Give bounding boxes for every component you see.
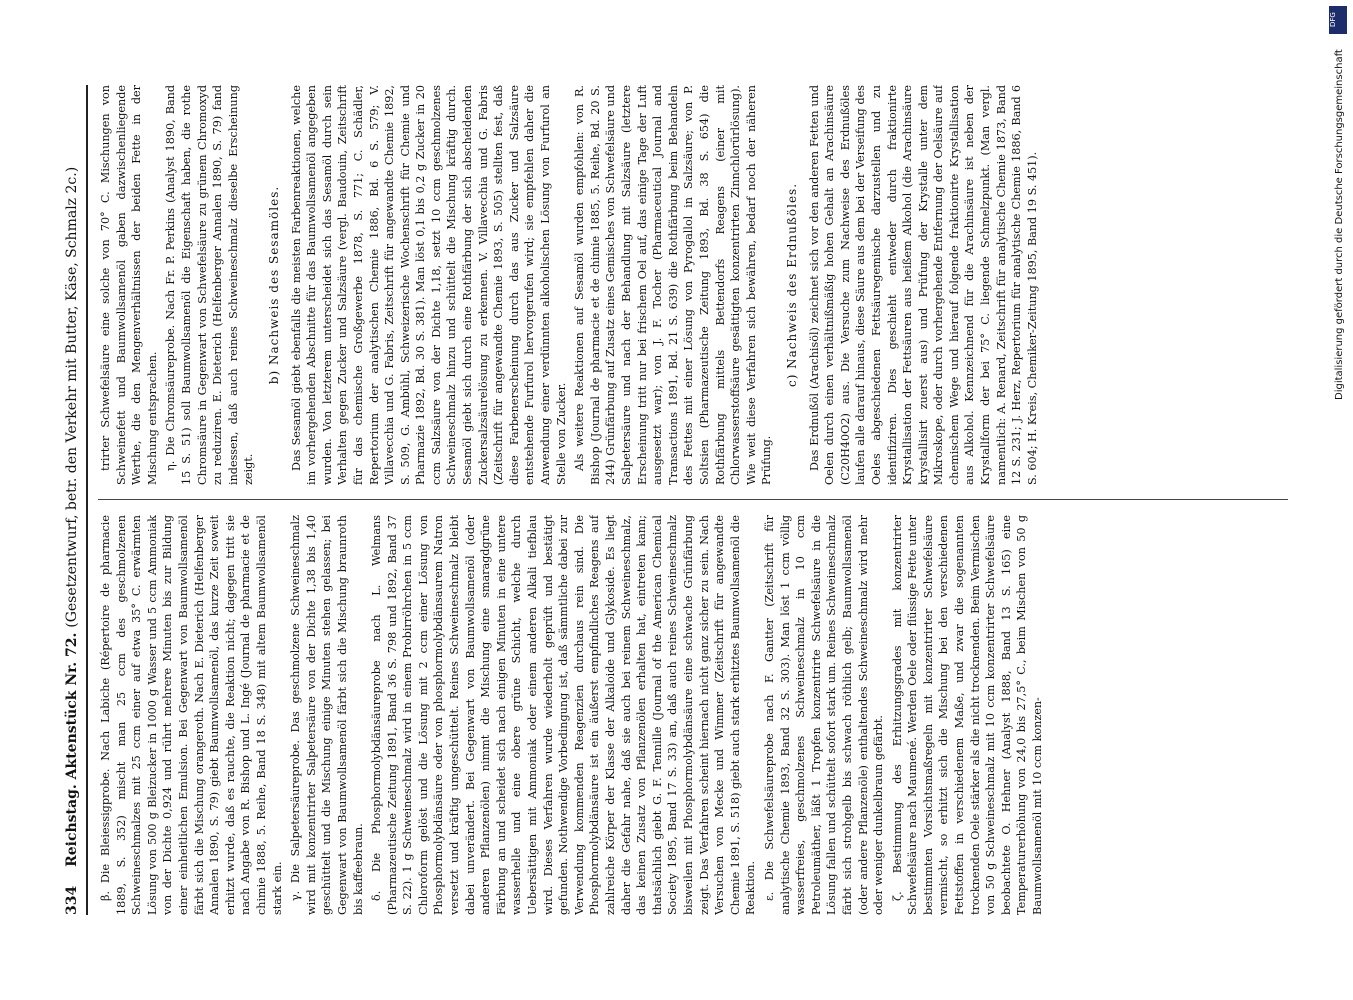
page-number: 334 — [63, 885, 80, 915]
rotated-page — [42, 45, 1312, 955]
paragraph-nitric-acid-test: γ. Die Salpetersäureprobe. Das geschmolzene Schweineschmalz wird mit konzentrirter Salpetersäure von der Dichte 1,38 bis 1,40 geschüttelt und die Mischung einige Minuten stehen gelassen; bei Gegenwart von Baumwollsamenöl färbt sich die Mischung braunroth bis kaffeebraun. — [288, 515, 364, 915]
paragraph-phosphomolybdic-test: δ. Die Phosphormolybdänsäureprobe nach L. Welmans (Pharmazeutische Zeitung 1891, Band 36 S. 798 und 1892, Band 37 S. 22). 1 g Schweineschmalz wird in einem Probirröhrchen in 5 ccm Chloroform gelöst und die Lösung mit 2 ccm einer Lösung von Phosphormolybdänsäure oder von phosphormolybdänsaurem Natron versetzt und kräftig umgeschüttelt. Reines Schweineschmalz bleibt dabei unverändert. Bei Gegenwart von Baumwollsamenöl (oder anderen Pflanzenölen) nimmt die Mischung eine smaragdgrüne Färbung an und scheidet sich nach einigen Minuten in eine untere wasserhelle und eine obere grüne Schicht, welche durch Uebersättigen mit Ammoniak oder einem anderen Alkali tiefblau wird. Dieses Verfahren wurde wiederholt geprüft und bestätigt gefunden. Nothwendige Vorbedingung ist, daß sämmtliche dabei zur Verwendung kommenden Reagenzien durchaus rein sind. Die Phosphormolybdänsäure ist ein äußerst empfindliches Reagens auf zahlreiche Körper der Klasse der Alkaloide und Glykoside. Es liegt daher die Gefahr nahe, daß sie auch bei reinem Schweineschmalz, das keinen Zusatz von Pflanzenölen erhalten hat, eintreten kann; thatsächlich giebt G. F. Tennille (Journal of the American Chemical Society 1895, Band 17 S. 33) an, daß auch reines Schweineschmalz bisweilen mit Phosphormolybdänsäure eine schwache Grünfärbung zeigt. Das Verfahren scheint hiernach nicht ganz sicher zu sein. Nach Versuchen von Mecke und Wimmer (Zeitschrift für angewandte Chemie 1891, S. 518) giebt auch stark erhitztes Baumwollsamenöl die Reaktion. — [369, 515, 757, 915]
dfg-logo: DFG — [1329, 6, 1347, 34]
paragraph-peanut: Das Erdnußöl (Arachisöl) zeichnet sich vor den anderen Fetten und Oelen durch einen verhältnißmäßig hohen Gehalt an Arachinsäure (C20H40O2) aus. Die Versuche zum Nachweise des Erdnußöles laufen alle darauf hinaus, diese Säure aus dem bei der Verseifung des Oeles abgeschiedenen Fettsäuregemische darzustellen und zu identifiziren. Dies geschieht entweder durch fraktionirte Krystallisation der Fettsäuren aus heißem Alkohol (die Arachinsäure krystallisirt zuerst aus) und Prüfung der Krystalle unter dem Mikroskope, oder durch vorhergehende Entfernung der Oelsäure auf chemischem Wege und hierauf folgende fraktionirte Krystallisation aus Alkohol. Kennzeichnend für die Arachinsäure ist neben der Krystallform der bei 75° C. liegende Schmelzpunkt. (Man vergl. namentlich: A. Renard, Zeitschrift für analytische Chemie 1873, Band 12 S. 231; J. Herz, Repertorium für analytische Chemie 1886, Band 6 S. 604; H. Kreis, Chemiker-Zeitung 1895, Band 19 S. 451). — [807, 85, 1039, 485]
header-title: (Gesetzentwurf, betr. den Verkehr mit Butter, Käse, Schmalz 2c.) — [63, 166, 80, 628]
paragraph-sesame-1: Das Sesamöl giebt ebenfalls die meisten Farbenreaktionen, welche im vorhergehenden Abschnitte für das Baumwollsamenöl angegeben wurden. Von letzterem unterscheidet sich das Sesamöl durch sein Verhalten gegen Zucker und Salzsäure (vergl. Baudouin, Zeitschrift für das chemische Großgewerbe 1878, S. 771; C. Schädler, Repertorium der analytischen Chemie 1886, Bd. 6 S. 579; V. Villavecchia und G. Fabris, Zeitschrift für angewandte Chemie 1892, S. 509, G. Ambühl, Schweizerische Wochenschrift für Chemie und Pharmazie 1892, Bd. 30 S. 381). Man löst 0,1 bis 0,2 g Zucker in 20 ccm Salzsäure von der Dichte 1,18, setzt 10 ccm geschmolzenes Schweineschmalz hinzu und schüttelt die Mischung kräftig durch. Sesamöl giebt sich durch eine Rothfärbung der sich abscheidenden Zuckersalzsäurelösung zu erkennen. V. Villavecchia und G. Fabris (Zeitschrift für angewandte Chemie 1893, S. 505) stellten fest, daß diese Farbenerscheinung durch das aus Zucker und Salzsäure entstehende Furfurol hervorgerufen wird; sie empfehlen daher die Anwendung einer verdünnten alkoholischen Lösung von Furfurol an Stelle von Zucker. — [289, 85, 568, 485]
paragraph-lead-acetate-test: β. Die Bleiessigprobe. Nach Labiche (Répertoire de pharmacie 1889, S. 352) mischt man 25 ccm des geschmolzenen Schweineschmalzes mit 25 ccm einer auf etwa 35° C. erwärmten Lösung von 500 g Bleizucker in 1000 g Wasser und 5 ccm Ammoniak von der Dichte 0,924 und rührt mehrere Minuten bis zur Bildung einer einheitlichen Emulsion. Bei Gegenwart von Baumwollsamenöl färbt sich die Mischung orangeroth. Nach E. Dieterich (Helfenberger Annalen 1890, S. 79) giebt Baumwollsamenöl, das kurze Zeit soweit erhitzt wurde, daß es rauchte, die Reaktion nicht; dagegen tritt sie nach Angabe von R. Bishop und L. Ingé (Journal de pharmacie et de chimie 1888, 5. Reihe, Band 18 S. 348) mit altem Baumwollsamenöl stark ein. — [98, 515, 284, 915]
digitization-sidebar — [1325, 0, 1349, 1000]
header-rule — [86, 85, 88, 915]
paragraph-chromic-acid-test: η. Die Chromsäureprobe. Nach Fr. P. Perkins (Analyst 1890, Band 15 S. 51) soll Baumwollsamenöl die Eigenschaft haben, die rothe Chromsäure in Gegenwart von Schwefelsäure zu grünem Chromoxyd zu reduziren. E. Dieterich (Helfenberger Annalen 1890, S. 79) fand indessen, daß auch reines Schweineschmalz dieselbe Erscheinung zeigt. — [163, 85, 255, 485]
publication-name: Reichstag. — [63, 784, 80, 867]
page-header — [64, 85, 80, 915]
right-column — [98, 85, 1288, 485]
column-separator — [98, 499, 1288, 500]
paragraph-heating-degree: ζ. Bestimmung des Erhitzungsgrades mit konzentrirter Schwefelsäure nach Maumené. Werden Oele oder flüssige Fette unter bestimmten Vorsichtsmaßregeln mit konzentrirter Schwefelsäure vermischt, so erhitzt sich die Mischung bei den verschiedenen Fettstoffen in verschiedenem Maße, und zwar die sogenannten trocknenden Oele stärker als die nicht trocknenden. Beim Vermischen von 50 g Schweineschmalz mit 10 ccm konzentrirter Schwefelsäure beobachtete O. Hehner (Analyst 1888, Band 13 S. 165) eine Temperaturerhöhung von 24,0 bis 27,5° C., beim Mischen von 50 g Baumwollsamenöl mit 10 ccm konzen- — [890, 515, 1044, 915]
document-number: Aktenstück Nr. 72. — [63, 632, 80, 780]
left-column — [98, 515, 1288, 915]
section-heading-sesame: b) Nachweis des Sesamöles. — [266, 185, 281, 385]
section-heading-peanut: c) Nachweis des Erdnußöles. — [784, 182, 799, 388]
digitization-credit: Digitalisierung gefördert durch die Deutsche Forschungsgemeinschaft — [1334, 49, 1345, 400]
paragraph-sulfuric-acid-test: ε. Die Schwefelsäureprobe nach F. Gantter (Zeitschrift für analytische Chemie 1893, Band 32 S. 303). Man löst 1 ccm völlig wasserfreies, geschmolzenes Schweineschmalz in 10 ccm Petroleumäther, läßt 1 Tropfen konzentrirte Schwefelsäure in die Lösung fallen und schüttelt sofort stark um. Reines Schweineschmalz färbt sich strohgelb bis schwach röthlich gelb; Baumwollsamenöl (oder andere Pflanzenöle) enthaltendes Schweineschmalz wird mehr oder weniger dunkelbraun gefärbt. — [762, 515, 885, 915]
paragraph-continuation: trirter Schwefelsäure eine solche von 70° C. Mischungen von Schweinefett und Baumwollsamenöl gaben dazwischenliegende Werthe, die den Mengenverhältnissen der beiden Fette in der Mischung entsprachen. — [98, 85, 159, 485]
paragraph-sesame-2: Als weitere Reaktionen auf Sesamöl wurden empfohlen: von R. Bishop (Journal de pharmacie et de chimie 1885, 5. Reihe, Bd. 20 S. 244) Grünfärbung auf Zusatz eines Gemisches von Schwefelsäure und Salpetersäure und nach der Behandlung mit Salzsäure (letztere Erscheinung tritt nur bei frischem Oel auf, das einige Tage der Luft ausgesetzt war); von J. F. Tocher (Pharmaceutical Journal and Transactions 1891, Bd. 21 S. 639) die Rothfärbung beim Behandeln des Fettes mit einer Lösung von Pyrogallol in Salzsäure; von P. Soltsien (Pharmazeutische Zeitung 1893, Bd. 38 S. 654) die Rothfärbung mittels Bettendorfs Reagens (einer mit Chlorwasserstoffsäure gesättigten konzentrirten Zinnchlorürlösung). Wie weit diese Verfahren sich bewähren, bedarf noch der näheren Prüfung. — [572, 85, 773, 485]
